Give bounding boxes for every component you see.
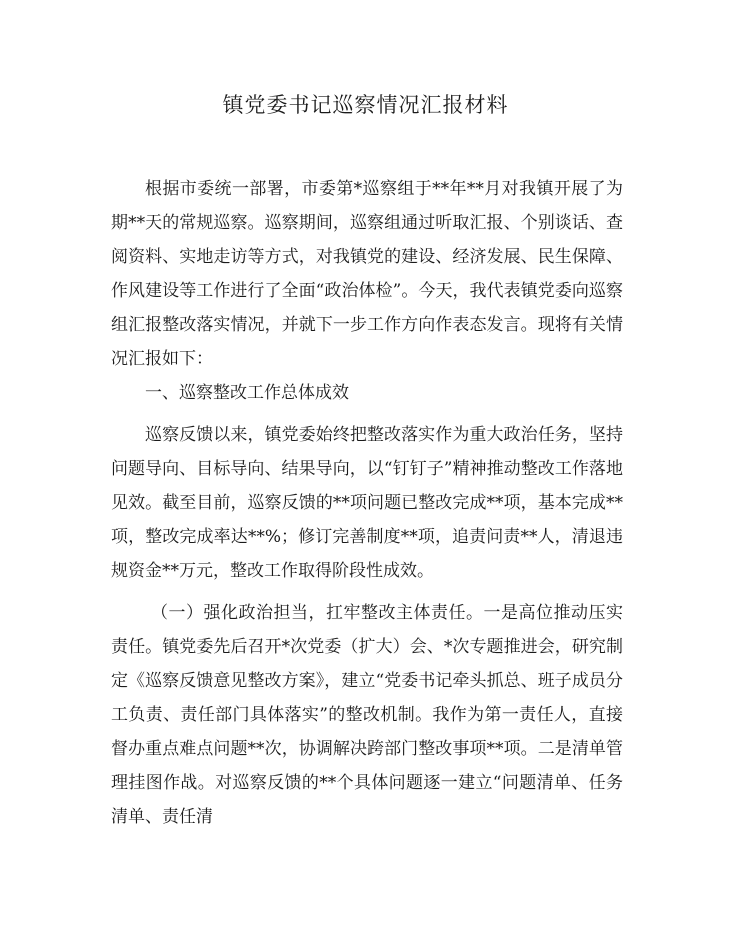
document-title: 镇党委书记巡察情况汇报材料: [222, 93, 509, 117]
document-body: [111, 172, 623, 834]
subsection-paragraph: （一）强化政治担当，扛牢整改主体责任。一是高位推动压实责任。镇党委先后召开*次党委（扩大）会、*次专题推进会，研究制定《巡察反馈意见整改方案》，建立“党委书记牵头抓总、班子成员分工负责、责任部门具体落实”的整改机制。我作为第一责任人，直接督办重点难点问题**次，协调解决跨部门整改事项**项。二是清单管理挂图作战。对巡察反馈的**个具体问题逐一建立“问题清单、任务清单、责任清: [111, 603, 623, 827]
section-paragraph: 巡察反馈以来，镇党委始终把整改落实作为重大政治任务，坚持问题导向、目标导向、结果导向，以“钉钉子”精神推动整改工作落地见效。截至目前，巡察反馈的**项问题已整改完成**项，基本完成**项，整改完成率达**%；修订完善制度**项，追责问责**人，清退违规资金**万元，整改工作取得阶段性成效。: [111, 425, 623, 581]
section-heading: 一、巡察整改工作总体成效: [145, 383, 349, 403]
intro-paragraph: 根据市委统一部署，市委第*巡察组于**年**月对我镇开展了为期**天的常规巡察。巡察期间，巡察组通过听取汇报、个别谈话、查阅资料、实地走访等方式，对我镇党的建设、经济发展、民生保障、作风建设等工作进行了全面“政治体检”。今天，我代表镇党委向巡察组汇报整改落实情况，并就下一步工作方向作表态发言。现将有关情况汇报如下：: [111, 179, 623, 369]
